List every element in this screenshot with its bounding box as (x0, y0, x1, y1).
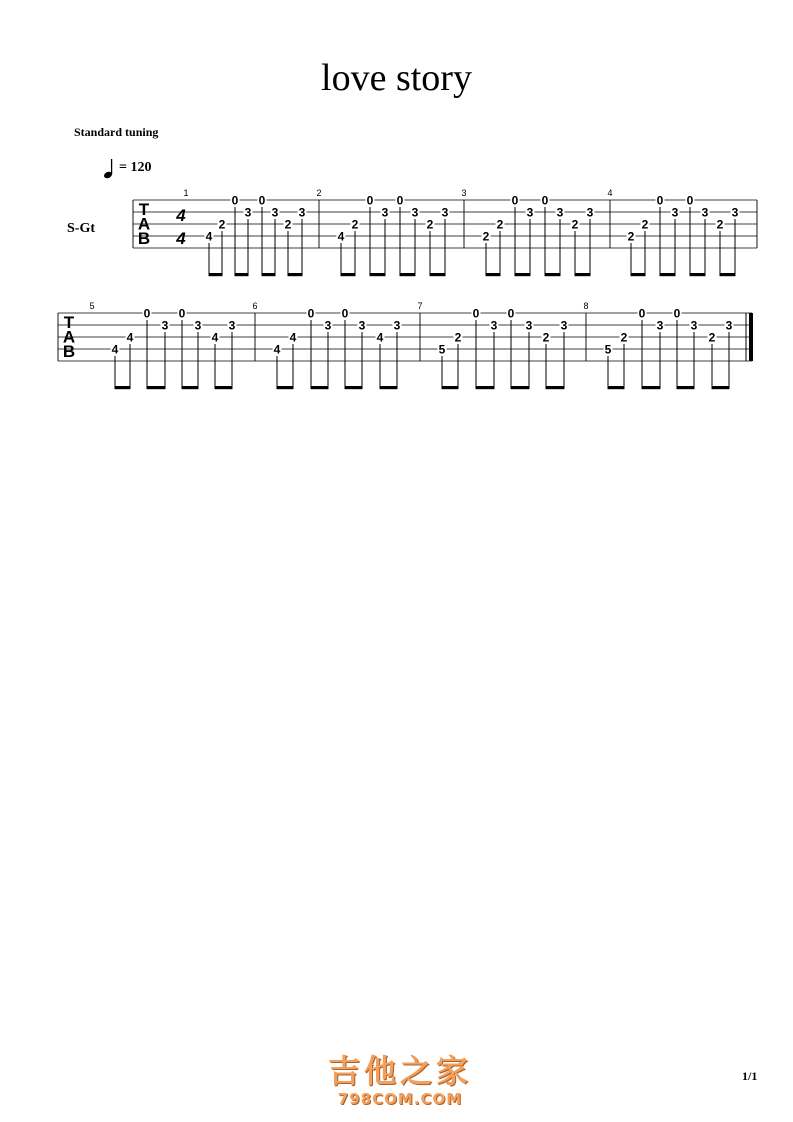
tab-clef-letter: T (63, 313, 75, 332)
note-beam (690, 273, 706, 276)
fret-number: 0 (511, 193, 519, 208)
song-title: love story (321, 57, 472, 99)
fret-number: 3 (271, 205, 279, 220)
fret-number: 3 (324, 318, 332, 333)
fret-number: 0 (366, 193, 374, 208)
fret-number: 5 (604, 342, 612, 357)
fret-number: 3 (656, 318, 664, 333)
fret-number: 3 (298, 205, 306, 220)
fret-number: 0 (396, 193, 404, 208)
note-beam (277, 386, 294, 389)
fret-number: 2 (571, 217, 579, 232)
note-beam (486, 273, 501, 276)
fret-number: 0 (178, 306, 186, 321)
fret-number: 4 (273, 342, 281, 357)
fret-number: 4 (337, 229, 345, 244)
measure-number: 1 (183, 188, 189, 198)
fret-number: 2 (284, 217, 292, 232)
watermark-text: 吉他之家 (327, 1052, 472, 1090)
fret-number: 2 (482, 229, 490, 244)
note-beam (631, 273, 646, 276)
note-beam (235, 273, 249, 276)
fret-number: 0 (341, 306, 349, 321)
note-beam (575, 273, 591, 276)
note-beam (209, 273, 223, 276)
fret-number: 3 (690, 318, 698, 333)
fret-number: 3 (381, 205, 389, 220)
tuning-label: Standard tuning (74, 125, 159, 139)
fret-number: 3 (244, 205, 252, 220)
fret-number: 3 (358, 318, 366, 333)
fret-number: 2 (454, 330, 462, 345)
fret-number: 2 (627, 229, 635, 244)
measure-number: 6 (252, 301, 258, 311)
measure-number: 2 (316, 188, 322, 198)
tempo-value: = 120 (119, 160, 152, 175)
final-barline (749, 313, 753, 361)
tab-clef-letter: B (62, 342, 76, 361)
fret-number: 3 (556, 205, 564, 220)
note-beam (476, 386, 495, 389)
fret-number: 3 (725, 318, 733, 333)
note-beam (642, 386, 661, 389)
track-label: S-Gt (67, 221, 95, 236)
note-beam (660, 273, 676, 276)
note-beam (115, 386, 131, 389)
fret-number: 3 (161, 318, 169, 333)
note-beam (341, 273, 356, 276)
fret-number: 4 (289, 330, 297, 345)
note-beam (511, 386, 530, 389)
fret-number: 0 (143, 306, 151, 321)
fret-number: 2 (426, 217, 434, 232)
note-beam (720, 273, 736, 276)
measure-number: 4 (607, 188, 613, 198)
watermark-logo (300, 1052, 500, 1108)
fret-number: 2 (708, 330, 716, 345)
note-beam (380, 386, 398, 389)
note-beam (515, 273, 531, 276)
note-beam (345, 386, 363, 389)
time-signature-bottom: 4 (176, 229, 186, 248)
note-beam (442, 386, 459, 389)
tablature (0, 0, 793, 420)
fret-number: 4 (376, 330, 384, 345)
fret-number: 0 (258, 193, 266, 208)
fret-number: 3 (490, 318, 498, 333)
fret-number: 3 (560, 318, 568, 333)
fret-number: 3 (393, 318, 401, 333)
fret-number: 0 (686, 193, 694, 208)
note-beam (288, 273, 303, 276)
note-beam (546, 386, 565, 389)
fret-number: 3 (526, 205, 534, 220)
note-beam (430, 273, 446, 276)
page-number: 1/1 (742, 1069, 758, 1083)
note-beam (712, 386, 730, 389)
note-beam (608, 386, 625, 389)
note-beam (215, 386, 233, 389)
fret-number: 3 (441, 205, 449, 220)
fret-number: 3 (525, 318, 533, 333)
time-signature-top: 4 (176, 206, 186, 225)
note-beam (677, 386, 695, 389)
tab-clef-letter: T (138, 200, 150, 219)
tab-clef-letter: A (137, 214, 151, 234)
note-beam (147, 386, 166, 389)
fret-number: 0 (507, 306, 515, 321)
fret-number: 5 (438, 342, 446, 357)
tab-clef-letter: B (137, 229, 151, 248)
fret-number: 2 (620, 330, 628, 345)
fret-number: 0 (307, 306, 315, 321)
tab-clef-letter: A (62, 327, 76, 347)
fret-number: 0 (231, 193, 239, 208)
fret-number: 2 (218, 217, 226, 232)
fret-number: 3 (701, 205, 709, 220)
fret-number: 3 (586, 205, 594, 220)
fret-number: 0 (673, 306, 681, 321)
note-beam (262, 273, 276, 276)
fret-number: 0 (638, 306, 646, 321)
fret-number: 0 (472, 306, 480, 321)
measure-number: 7 (417, 301, 423, 311)
fret-number: 4 (211, 330, 219, 345)
fret-number: 2 (641, 217, 649, 232)
note-beam (400, 273, 416, 276)
fret-number: 2 (351, 217, 359, 232)
fret-number: 2 (542, 330, 550, 345)
measure-number: 5 (89, 301, 95, 311)
fret-number: 2 (716, 217, 724, 232)
fret-number: 4 (205, 229, 213, 244)
fret-number: 0 (656, 193, 664, 208)
fret-number: 3 (194, 318, 202, 333)
note-beam (370, 273, 386, 276)
note-beam (311, 386, 329, 389)
fret-number: 4 (111, 342, 119, 357)
note-beam (182, 386, 199, 389)
measure-number: 8 (583, 301, 589, 311)
watermark-url: 798COM.COM (337, 1090, 463, 1108)
note-beam (545, 273, 561, 276)
fret-number: 3 (731, 205, 739, 220)
fret-number: 3 (671, 205, 679, 220)
measure-number: 3 (461, 188, 467, 198)
fret-number: 4 (126, 330, 134, 345)
fret-number: 3 (411, 205, 419, 220)
fret-number: 0 (541, 193, 549, 208)
fret-number: 2 (496, 217, 504, 232)
fret-number: 3 (228, 318, 236, 333)
